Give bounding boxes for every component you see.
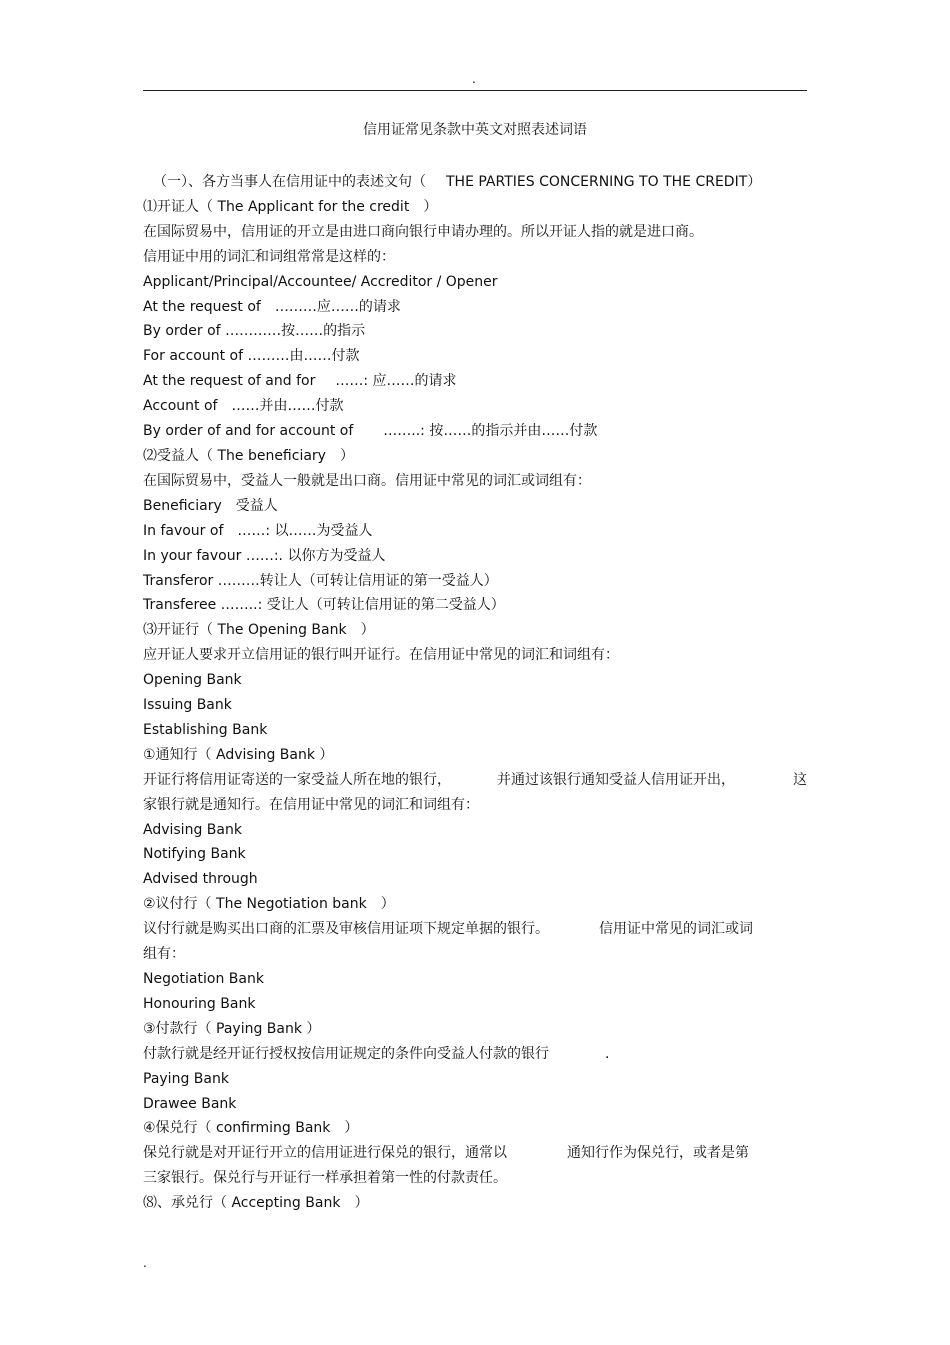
paragraph: 应开证人要求开立信用证的银行叫开证行。在信用证中常见的词汇和词组有： <box>143 647 619 664</box>
term-line: Notifying Bank <box>143 846 246 863</box>
term-line: Applicant/Principal/Accountee/ Accreditor / Opener <box>143 273 498 290</box>
term-line: In your favour ……:. 以你方为受益人 <box>143 547 386 564</box>
term-line: Advised through <box>143 871 258 888</box>
term-line: In favour of ……: 以……为受益人 <box>143 522 373 539</box>
document-title: 信用证常见条款中英文对照表述词语 <box>363 122 587 138</box>
party-heading-opening-bank: ⑶开证行（ The Opening Bank ） <box>143 622 375 639</box>
party-heading-beneficiary: ⑵受益人（ The beneficiary ） <box>143 447 354 464</box>
paragraph: 信用证中用的词汇和词组常常是这样的： <box>143 248 395 265</box>
term-line: Beneficiary 受益人 <box>143 497 278 514</box>
paragraph: 开证行将信用证寄送的一家受益人所在地的银行， 并通过该银行通知受益人信用证开出， 这 <box>143 771 807 788</box>
party-heading-negotiation-bank: ②议付行（ The Negotiation bank ） <box>143 896 395 913</box>
paragraph: 付款行就是经开证行授权按信用证规定的条件向受益人付款的银行 . <box>143 1045 610 1062</box>
term-line: Transferee ……..: 受让人（可转让信用证的第二受益人） <box>143 597 505 614</box>
term-line: Advising Bank <box>143 821 242 838</box>
term-line: Establishing Bank <box>143 721 268 738</box>
header-dot: . <box>472 72 476 86</box>
paragraph: 三家银行。保兑行与开证行一样承担着第一性的付款责任。 <box>143 1170 507 1187</box>
party-heading-advising-bank: ①通知行（ Advising Bank ） <box>143 746 334 763</box>
party-heading-paying-bank: ③付款行（ Paying Bank ） <box>143 1020 321 1037</box>
term-line: Negotiation Bank <box>143 971 264 987</box>
term-line: Honouring Bank <box>143 995 256 1012</box>
paragraph: 保兑行就是对开证行开立的信用证进行保兑的银行，通常以 通知行作为保兑行，或者是第 <box>143 1145 749 1162</box>
document-body <box>143 170 807 1216</box>
paragraph: 在国际贸易中，信用证的开立是由进口商向银行申请办理的。所以开证人指的就是进口商。 <box>143 223 703 240</box>
party-heading-confirming-bank: ④保兑行（ confirming Bank ） <box>143 1120 359 1137</box>
paragraph: 议付行就是购买出口商的汇票及审核信用证项下规定单据的银行。 信用证中常见的词汇或词 <box>143 921 753 938</box>
term-line: Opening Bank <box>143 672 242 689</box>
term-line: For account of ………由……付款 <box>143 348 360 365</box>
paragraph: 组有： <box>143 946 185 963</box>
term-line: By order of and for account of ……..: 按……的指示并由……付款 <box>143 423 598 440</box>
term-line: By order of …………按……的指示 <box>143 323 366 340</box>
term-line: Transferor ………转让人（可转让信用证的第一受益人） <box>143 572 498 589</box>
party-heading-applicant: ⑴开证人（ The Applicant for the credit ） <box>143 198 438 215</box>
header-rule <box>143 90 807 91</box>
term-line: At the request of and for ……: 应……的请求 <box>143 373 457 390</box>
term-line: Paying Bank <box>143 1070 229 1087</box>
paragraph: 在国际贸易中，受益人一般就是出口商。信用证中常见的词汇或词组有： <box>143 472 591 489</box>
paragraph: 家银行就是通知行。在信用证中常见的词汇和词组有： <box>143 796 479 813</box>
term-line: Issuing Bank <box>143 697 232 714</box>
party-heading-accepting-bank: ⑻、承兑行（ Accepting Bank ） <box>143 1195 369 1212</box>
term-line: Account of ……并由……付款 <box>143 398 344 415</box>
section-heading: （一）、各方当事人在信用证中的表述文句（ THE PARTIES CONCERNING TO THE CREDIT） <box>153 174 762 190</box>
term-line: Drawee Bank <box>143 1095 237 1112</box>
footer-dot: . <box>143 1256 147 1270</box>
term-line: At the request of ………应……的请求 <box>143 298 401 315</box>
